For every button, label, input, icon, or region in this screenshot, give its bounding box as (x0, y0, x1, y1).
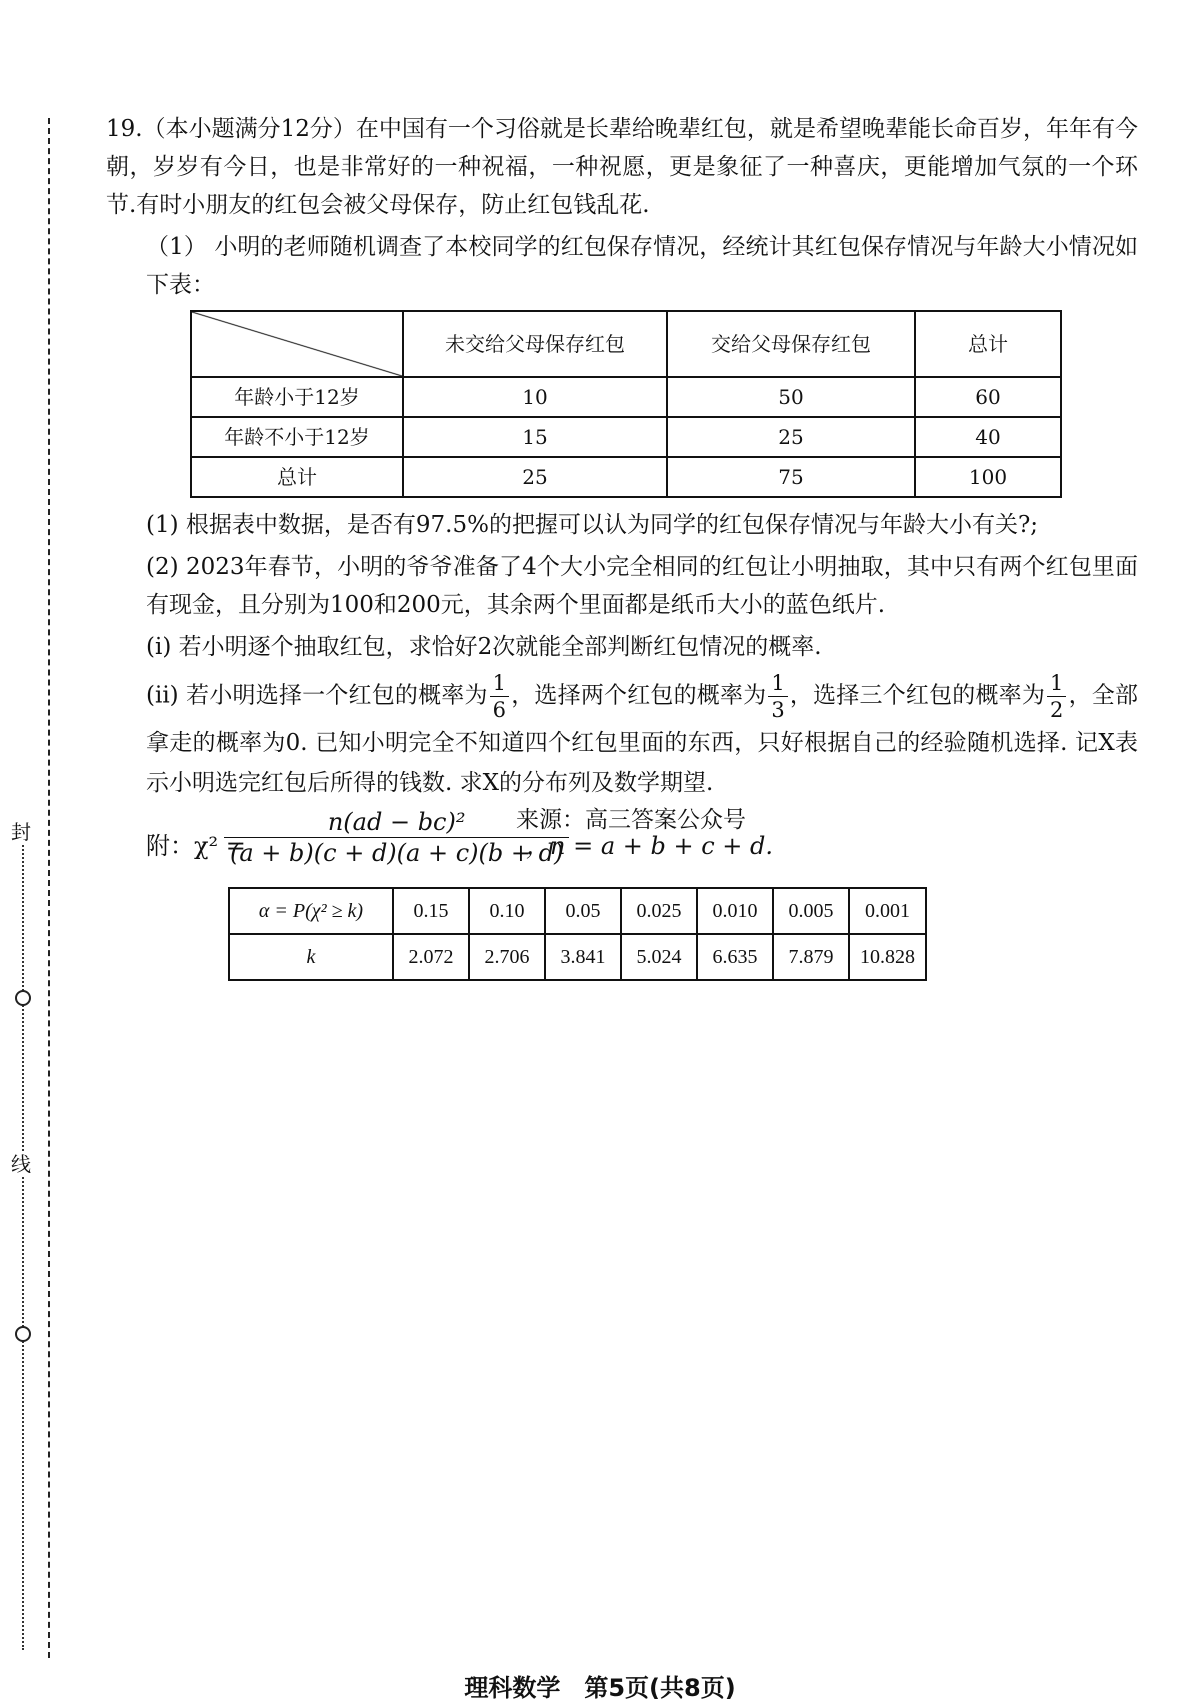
part1-intro: （1） 小明的老师随机调查了本校同学的红包保存情况，经统计其红包保存情况与年龄大小情况如下表： (146, 234, 1138, 298)
table-cell: 2.706 (469, 934, 545, 980)
row-label: 年龄不小于12岁 (191, 417, 403, 457)
chi-square-formula (106, 807, 1138, 879)
table-cell: 25 (667, 417, 915, 457)
row-head: α = P(χ² ≥ k) (229, 888, 393, 934)
header-cell: 交给父母保存红包 (667, 311, 915, 377)
binding-label-seal: 封 (11, 820, 31, 844)
row-label: 年龄小于12岁 (191, 377, 403, 417)
part2-intro: (2) 2023年春节，小明的爷爷准备了4个大小完全相同的红包让小明抽取，其中只有两个红包里面有现金，且分别为100和200元，其余两个里面都是纸币大小的蓝色纸片. (146, 554, 1138, 618)
formula-tail: ，n = a + b + c + d. (526, 832, 774, 860)
question-stem: 19.（本小题满分12分）在中国有一个习俗就是长辈给晚辈红包，就是希望晚辈能长命百岁，年年有今朝，岁岁有今日，也是非常好的一种祝福，一种祝愿，更是象征了一种喜庆，更能增加气氛的一个环节.有时小朋友的红包会被父母保存，防止红包钱乱花. (106, 116, 1138, 218)
binding-dotted-line (22, 830, 24, 1650)
part2-ii-text-a: (ii) 若小明选择一个红包的概率为 (146, 682, 488, 709)
binding-circle-icon (15, 1326, 31, 1342)
table-cell: 0.005 (773, 888, 849, 934)
question-19 (106, 110, 1138, 981)
table-cell: 5.024 (621, 934, 697, 980)
fraction-one-sixth: $\frac{1}{6}$ (490, 670, 509, 723)
table-cell: 0.025 (621, 888, 697, 934)
table-cell: 25 (403, 457, 667, 497)
table-row (191, 417, 1061, 457)
table-cell: 7.879 (773, 934, 849, 980)
table-cell: 15 (403, 417, 667, 457)
table-cell: 40 (915, 417, 1061, 457)
part2-ii-text-b: ，选择两个红包的概率为 (511, 682, 767, 709)
binding-label-line: 线 (11, 1152, 31, 1176)
table-cell: 3.841 (545, 934, 621, 980)
contingency-table (190, 310, 1062, 498)
table-row (229, 934, 926, 980)
formula-label: 附：χ² = (146, 832, 246, 860)
page-footer: 理科数学 第5页(共8页) (464, 1674, 736, 1702)
table-header-row (191, 311, 1061, 377)
table-cell: 0.001 (849, 888, 926, 934)
part2-ii-text-c: ，选择三个红包的概率为 (789, 682, 1046, 709)
fraction-one-half: $\frac{1}{2}$ (1047, 670, 1066, 723)
table-cell: 10 (403, 377, 667, 417)
table-cell: 60 (915, 377, 1061, 417)
table-cell: 0.010 (697, 888, 773, 934)
binding-circle-icon (15, 990, 31, 1006)
source-watermark-note: 来源：高三答案公众号 (516, 807, 746, 833)
table-row (191, 377, 1061, 417)
part2-ii (106, 670, 1138, 803)
table-cell: 0.15 (393, 888, 469, 934)
table-cell: 100 (915, 457, 1061, 497)
table-row (191, 457, 1061, 497)
table-cell: 2.072 (393, 934, 469, 980)
table-cell: 0.10 (469, 888, 545, 934)
header-cell: 未交给父母保存红包 (403, 311, 667, 377)
fraction-one-third: $\frac{1}{3}$ (768, 670, 787, 723)
table-cell: 10.828 (849, 934, 926, 980)
critical-value-table (228, 887, 927, 981)
binding-dashed-line (48, 118, 50, 1658)
row-label: 总计 (191, 457, 403, 497)
table-cell: 50 (667, 377, 915, 417)
table-cell: 0.05 (545, 888, 621, 934)
part2-ii-text-d: ，全部拿走的概率为0. 已知小明完全不知道四个红包里面的东西，只好根据自己的经验随机选择. 记X表示小明选完红包后所得的钱数. 求X的分布列及数学期望. (146, 682, 1138, 796)
part2-i: (i) 若小明逐个抽取红包，求恰好2次就能全部判断红包情况的概率. (146, 634, 822, 660)
row-head: k (229, 934, 393, 980)
table-cell: 6.635 (697, 934, 773, 980)
formula-denominator: (a + b)(c + d)(a + c)(b + d) (230, 839, 564, 867)
table-cell: 75 (667, 457, 915, 497)
part1-question: (1) 根据表中数据，是否有97.5%的把握可以认为同学的红包保存情况与年龄大小有关?; (146, 512, 1039, 538)
table-row (229, 888, 926, 934)
header-cell: 总计 (915, 311, 1061, 377)
diagonal-header-cell (191, 311, 403, 377)
formula-numerator: n(ad − bc)² (224, 807, 569, 838)
